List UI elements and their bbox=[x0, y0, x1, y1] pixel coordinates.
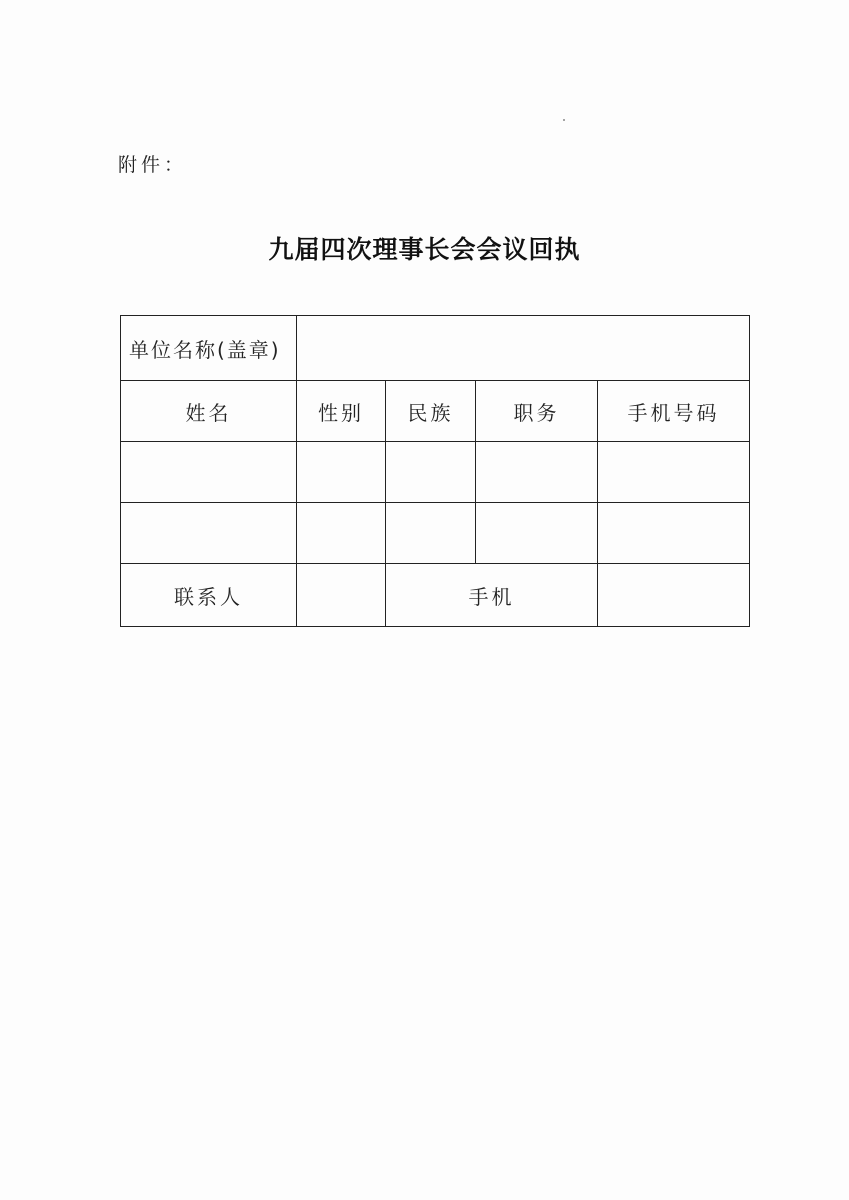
contact-row bbox=[121, 564, 750, 627]
header-row bbox=[121, 381, 750, 442]
mobile-number-cell[interactable] bbox=[598, 503, 750, 564]
unit-value-cell[interactable] bbox=[297, 316, 750, 381]
ethnicity-cell[interactable] bbox=[386, 503, 476, 564]
contact-label: 联系人 bbox=[121, 564, 297, 627]
position-cell[interactable] bbox=[476, 503, 598, 564]
phone-label: 手机 bbox=[386, 564, 598, 627]
gender-cell[interactable] bbox=[297, 503, 386, 564]
unit-label: 单位名称(盖章) bbox=[121, 316, 297, 381]
header-ethnicity: 民族 bbox=[386, 381, 476, 442]
phone-value-cell[interactable] bbox=[598, 564, 750, 627]
table-row bbox=[121, 442, 750, 503]
position-cell[interactable] bbox=[476, 442, 598, 503]
name-cell[interactable] bbox=[121, 442, 297, 503]
page-title: 九届四次理事长会会议回执 bbox=[268, 235, 581, 264]
table-row bbox=[121, 503, 750, 564]
gender-cell[interactable] bbox=[297, 442, 386, 503]
header-name: 姓名 bbox=[121, 381, 297, 442]
ethnicity-cell[interactable] bbox=[386, 442, 476, 503]
header-position: 职务 bbox=[476, 381, 598, 442]
mobile-number-cell[interactable] bbox=[598, 442, 750, 503]
contact-value-cell[interactable] bbox=[297, 564, 386, 627]
reply-form-table bbox=[120, 315, 750, 627]
header-mobile-number: 手机号码 bbox=[598, 381, 750, 442]
attachment-label: 附件： bbox=[118, 154, 188, 176]
header-gender: 性别 bbox=[297, 381, 386, 442]
unit-row bbox=[121, 316, 750, 381]
name-cell[interactable] bbox=[121, 503, 297, 564]
scan-speck bbox=[563, 119, 565, 121]
